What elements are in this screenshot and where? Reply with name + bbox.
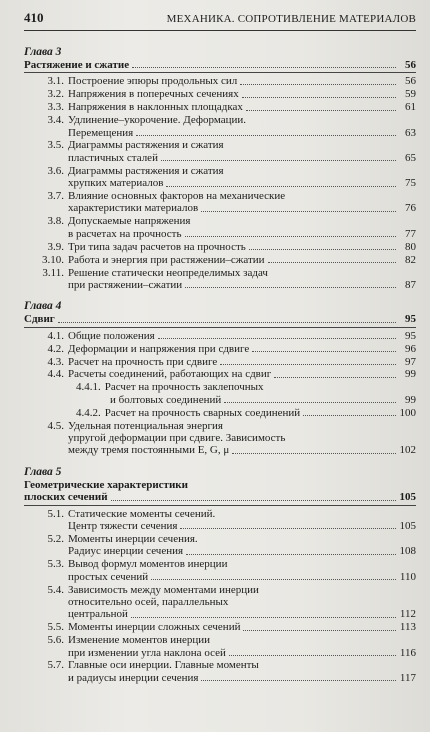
section-title: Напряжения в наклонных площадках [68,101,243,114]
section-number: 5.5. [47,621,64,634]
toc-line [24,313,416,325]
section-title: и болтовых соединений [110,393,222,406]
toc-entry [24,101,416,113]
section-title: характеристики материалов [68,202,199,215]
section-title: между тремя постоянными E, G, μ [68,444,230,457]
leader-dots [224,402,396,403]
page-ref: 59 [405,88,416,101]
section-title: Допускаемые напряжения [68,215,191,228]
toc-line [24,491,416,503]
page-ref: 99 [405,368,416,381]
page-ref: 110 [399,570,416,583]
toc-entry [24,420,416,457]
leader-dots [240,84,396,85]
section-title: Влияние основных факторов на механические [68,190,286,203]
section-title: при растяжении–сжатии [68,278,183,291]
section-title: хрупких материалов [68,177,164,190]
section-title: Общие положения [68,329,155,342]
page-header [24,10,416,31]
toc-line [38,343,416,355]
section-number: 5.1. [47,507,64,520]
leader-dots [229,655,396,656]
leader-dots [252,351,396,352]
toc-entry [24,215,416,240]
page-ref: 105 [399,520,416,532]
toc-line [38,114,416,126]
section-title: Расчеты соединений, работающих на сдвиг [68,368,272,381]
leader-dots [132,67,396,68]
page-ref: 97 [405,355,416,368]
leader-dots [180,528,396,529]
section-number: 4.3. [47,355,64,368]
toc-line [38,508,416,520]
section-title: Диаграммы растяжения и сжатия [68,139,224,152]
section-number: 3.6. [47,164,64,177]
page-ref: 112 [399,608,416,621]
section-number: 3.4. [47,114,64,127]
toc-line [38,228,416,240]
toc-entry [24,584,416,621]
leader-dots [131,617,396,618]
section-title: Решение статически неопределимых задач [68,266,268,279]
leader-dots [268,262,396,263]
page-ref: 116 [399,646,416,659]
leader-dots [58,322,396,323]
section-number: 4.4.1. [76,381,101,394]
leader-dots [249,249,396,250]
section-number: 3.3. [47,101,64,114]
toc-entry [24,114,416,139]
section-title: Расчет на прочность заклепочных [104,381,264,394]
toc-entry [24,88,416,100]
page-ref: 105 [399,491,416,504]
toc-entry [24,621,416,633]
page-ref: 113 [399,621,416,634]
table-of-contents [24,45,416,684]
toc-entry [24,190,416,215]
toc-line [38,545,416,557]
toc-entry [24,381,416,406]
section-title: плоских сечений [24,491,108,504]
leader-dots [185,236,397,237]
toc-line [38,444,416,456]
toc-entry [24,356,416,368]
section-title: Перемещения [68,126,134,139]
section-title: Напряжения в поперечных сечениях [68,88,239,101]
toc-line [38,420,416,432]
chapter-label: Глава 4 [24,300,62,313]
leader-dots [186,554,396,555]
section-title: Радиус инерции сечения [68,545,184,558]
toc-line [38,165,416,177]
toc-line [38,647,416,659]
page-ref: 87 [405,278,416,291]
section-title: Зависимость между моментами инерции [68,583,259,596]
chapter-section [24,465,416,685]
page-ref: 56 [405,59,416,71]
toc-line [76,381,416,393]
section-title: Работа и энергия при растяжении–сжатии [68,253,265,266]
section-title: Статические моменты сечений. [68,507,216,520]
chapter-title-line: Геометрические характеристики [24,478,188,491]
toc-line [38,152,416,164]
toc-entry [24,368,416,380]
leader-dots [185,287,396,288]
toc-line [38,558,416,570]
page-ref: 96 [405,342,416,355]
toc-line [38,202,416,214]
page-ref: 76 [405,202,416,215]
toc-line [76,394,416,406]
toc-line [38,571,416,583]
section-title: Главные оси инерции. Главные моменты [68,659,259,672]
section-number: 4.5. [47,419,64,432]
toc-line [38,659,416,671]
page-ref: 108 [399,545,416,558]
section-number: 3.11. [42,266,64,279]
section-number: 5.7. [47,659,64,672]
section-title: центральной [68,608,128,621]
toc-entry [24,508,416,533]
section-title: Диаграммы растяжения и сжатия [68,164,224,177]
toc-line [38,672,416,684]
toc-line [76,407,416,419]
section-title: Вывод формул моментов инерции [68,558,228,571]
leader-dots [220,364,396,365]
toc-entry [24,659,416,684]
toc-line [38,634,416,646]
toc-entry [24,533,416,558]
section-title: и радиусы инерции сечения [68,671,199,684]
section-title: Построение эпюры продольных сил [68,75,238,88]
section-number: 5.6. [47,634,64,647]
toc-line [38,520,416,532]
toc-line [38,241,416,253]
chapter-section [24,299,416,456]
leader-dots [303,415,396,416]
leader-dots [161,160,396,161]
page-ref: 102 [399,444,416,457]
section-title: Расчет на прочность сварных соединений [104,406,301,419]
page-ref: 80 [405,240,416,253]
section-number: 3.7. [47,190,64,203]
leader-dots [158,338,396,339]
section-number: 3.1. [47,75,64,88]
toc-line [38,88,416,100]
section-title: Растяжение и сжатие [24,59,130,71]
leader-dots [111,500,396,501]
leader-dots [274,377,396,378]
toc-entry [24,241,416,253]
chapter-section [24,45,416,291]
section-title: Деформации и напряжения при сдвиге [68,342,250,355]
section-number: 4.4.2. [76,406,101,419]
leader-dots [242,97,396,98]
section-title: Расчет на прочность при сдвиге [68,355,218,368]
chapter-title [24,313,416,327]
toc-entry [24,330,416,342]
page-ref: 95 [405,313,416,326]
page-ref: 56 [405,75,416,88]
toc-line [38,330,416,342]
leader-dots [166,186,396,187]
toc-entry [24,75,416,87]
toc-entry [24,407,416,419]
section-title: пластичных сталей [68,151,158,164]
chapter-title [24,59,416,73]
leader-dots [136,135,396,136]
toc-entry [24,343,416,355]
section-number: 5.3. [47,558,64,571]
leader-dots [243,630,396,631]
toc-line [24,59,416,71]
leader-dots [232,453,396,454]
section-number: 3.8. [47,215,64,228]
toc-line [38,267,416,279]
page-ref: 61 [405,101,416,114]
section-title: Сдвиг [24,313,55,326]
chapter-label: Глава 5 [24,465,62,478]
section-number: 5.4. [47,583,64,596]
toc-entry [24,634,416,659]
section-number: 3.9. [47,240,64,253]
toc-line [38,254,416,266]
section-title: Моменты инерции сечения. [68,532,198,545]
page-ref: 117 [399,671,416,684]
section-title-continuation: упругой деформации при сдвиге. Зависимость [68,431,286,444]
toc-line [38,190,416,202]
section-title: при изменении угла наклона осей [68,646,226,659]
toc-entry [24,267,416,292]
section-title: Центр тяжести сечения [68,520,178,532]
section-title: Моменты инерции сложных сечений [68,621,241,634]
section-title: в расчетах на прочность [68,227,182,240]
toc-line [38,368,416,380]
toc-line [38,621,416,633]
section-number: 4.4. [47,368,64,381]
page-ref: 99 [405,393,416,406]
leader-dots [201,680,396,681]
toc-line [38,356,416,368]
leader-dots [151,579,396,580]
toc-line [38,177,416,189]
toc-line [38,533,416,545]
toc-line [38,608,416,620]
section-number: 3.2. [47,88,64,101]
running-title: МЕХАНИКА. СОПРОТИВЛЕНИЕ МАТЕРИАЛОВ [166,13,416,25]
chapter-title [24,479,416,506]
toc-entry [24,254,416,266]
page-ref: 63 [405,126,416,139]
page-ref: 82 [405,253,416,266]
toc-line [38,127,416,139]
chapter-label: Глава 3 [24,46,62,58]
section-title: Изменение моментов инерции [68,634,211,647]
toc-line [38,215,416,227]
section-number: 3.10. [42,253,64,266]
toc-line [38,101,416,113]
leader-dots [246,110,396,111]
toc-line [38,139,416,151]
section-number: 5.2. [47,532,64,545]
section-title-continuation: относительно осей, параллельных [68,595,229,608]
toc-entry [24,165,416,190]
page-ref: 75 [405,177,416,190]
page-ref: 100 [399,406,416,419]
toc-line [38,584,416,596]
page-number: 410 [24,10,44,25]
leader-dots [201,211,396,212]
toc-entry [24,558,416,583]
section-number: 4.2. [47,342,64,355]
toc-entry [24,139,416,164]
page-ref: 65 [405,151,416,164]
page-ref: 95 [405,329,416,342]
section-number: 4.1. [47,329,64,342]
toc-line [38,75,416,87]
section-title: простых сечений [68,570,149,583]
page-ref: 77 [405,227,416,240]
section-number: 3.5. [47,139,64,152]
section-title: Удлинение–укорочение. Деформации. [68,114,247,127]
section-title: Три типа задач расчетов на прочность [68,240,246,253]
section-title: Удельная потенциальная энергия [68,419,223,432]
toc-line [38,279,416,291]
